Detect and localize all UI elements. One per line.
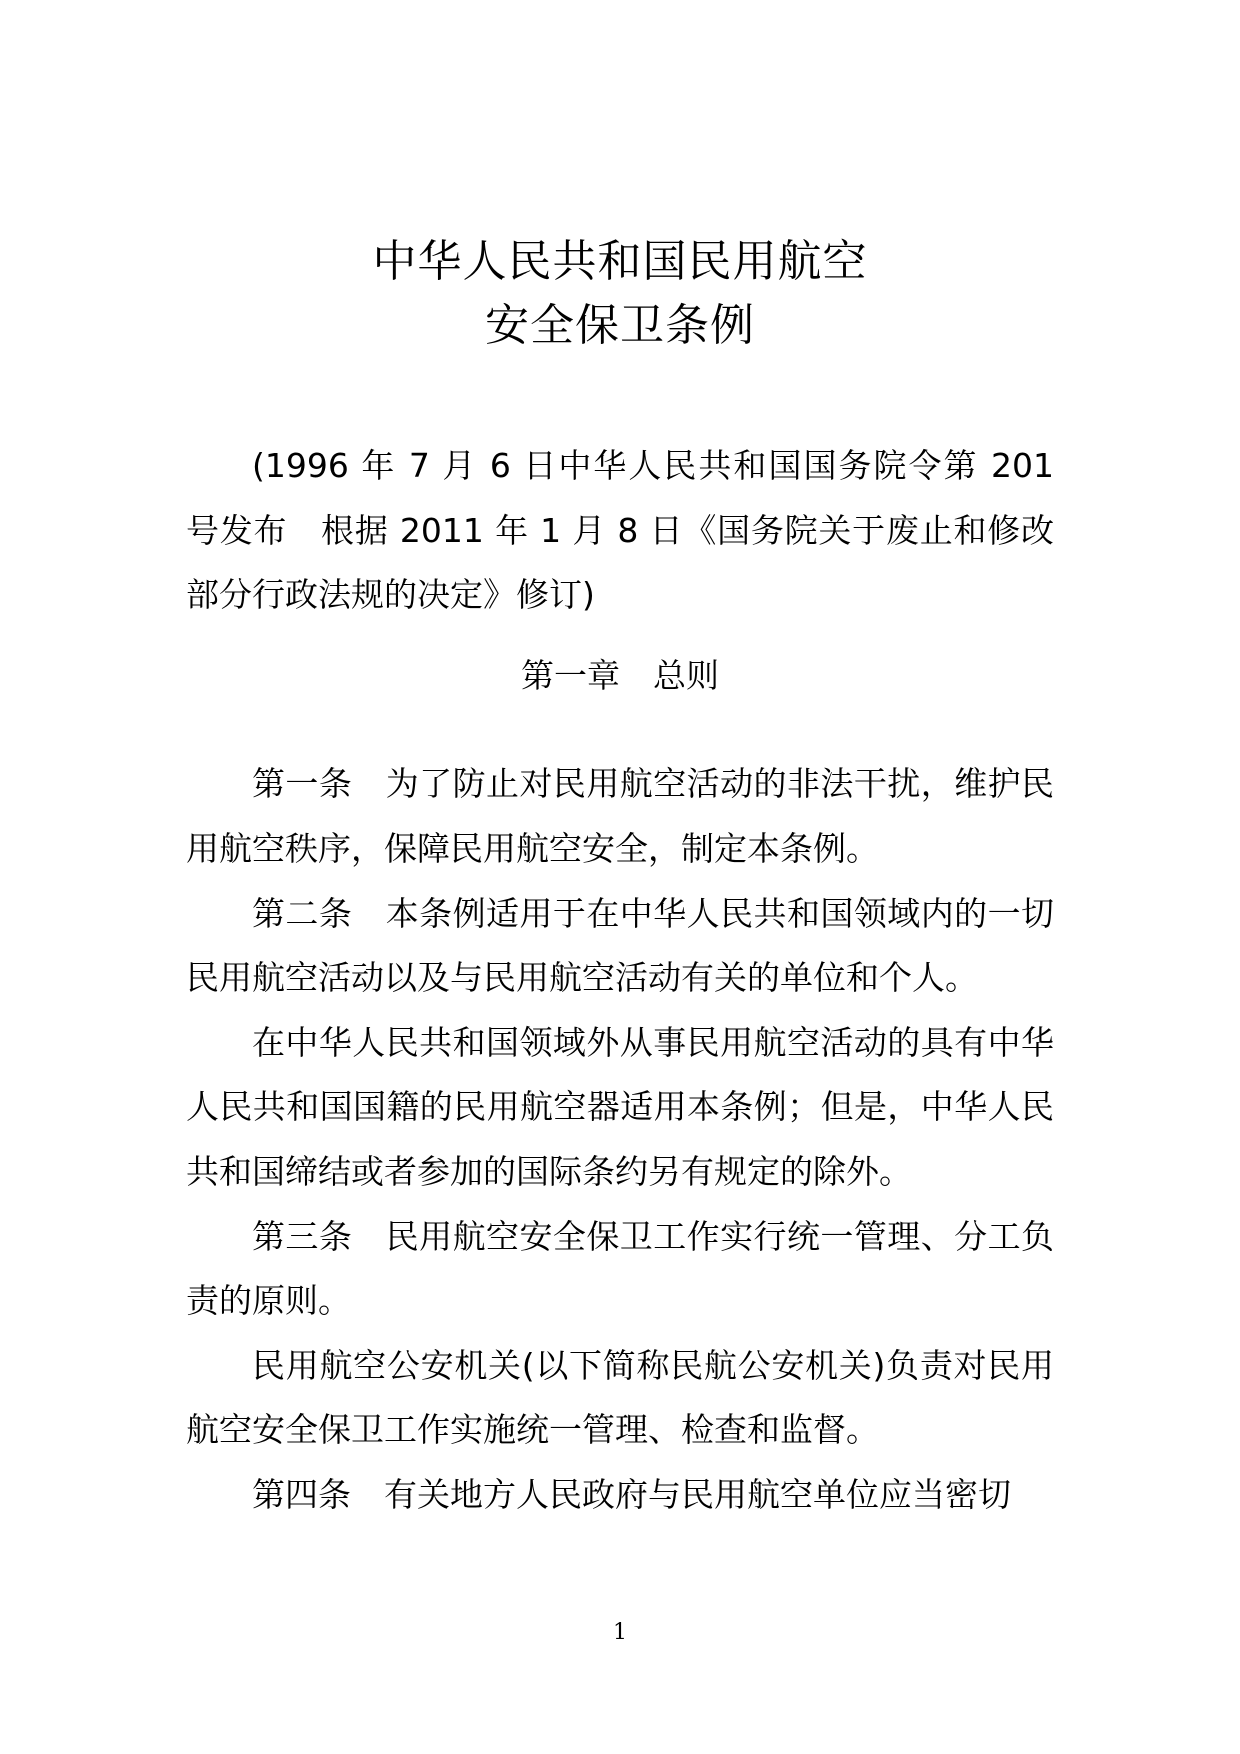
article-text: 为了防止对民用航空活动的非法干扰，维护民用航空秩序，保障民用航空安全，制定本条例。 — [186, 764, 1055, 868]
article-text: 本条例适用于在中华人民共和国领域内的一切民用航空活动以及与民用航空活动有关的单位和个人。 — [186, 893, 1055, 998]
chapter-heading: 第一章 总则 — [521, 655, 719, 695]
document-title-line-2: 安全保卫条例 — [485, 300, 755, 351]
page-number: 1 — [613, 1620, 627, 1645]
article-label: 第三条 — [252, 1216, 353, 1256]
document-body — [186, 434, 1054, 1528]
document-title-line-1: 中华人民共和国民用航空 — [372, 236, 868, 287]
article-paragraph — [186, 1011, 1054, 1205]
article-text: 有关地方人民政府与民用航空单位应当密切 — [384, 1474, 1011, 1514]
article-paragraph — [186, 882, 1054, 1011]
article-label: 第四条 — [252, 1474, 351, 1514]
article-label: 第二条 — [252, 893, 353, 933]
article-label: 第一条 — [252, 764, 353, 804]
article-paragraph — [186, 1463, 1054, 1528]
article-paragraph — [186, 1205, 1054, 1334]
article-text: 在中华人民共和国领域外从事民用航空活动的具有中华人民共和国国籍的民用航空器适用本条例；但是，中华人民共和国缔结或者参加的国际条约另有规定的除外。 — [186, 1022, 1054, 1191]
article-paragraph — [186, 1334, 1054, 1463]
article-text: 民用航空安全保卫工作实行统一管理、分工负责的原则。 — [186, 1216, 1055, 1321]
article-text: 民用航空公安机关(以下简称民航公安机关)负责对民用航空安全保卫工作实施统一管理、检查和监督。 — [186, 1345, 1054, 1450]
article-paragraph — [186, 752, 1054, 881]
preamble: (1996 年 7 月 6 日中华人民共和国国务院令第 201 号发布 根据 2011 年 1 月 8 日《国务院关于废止和修改部分行政法规的决定》修订) — [186, 446, 1054, 615]
